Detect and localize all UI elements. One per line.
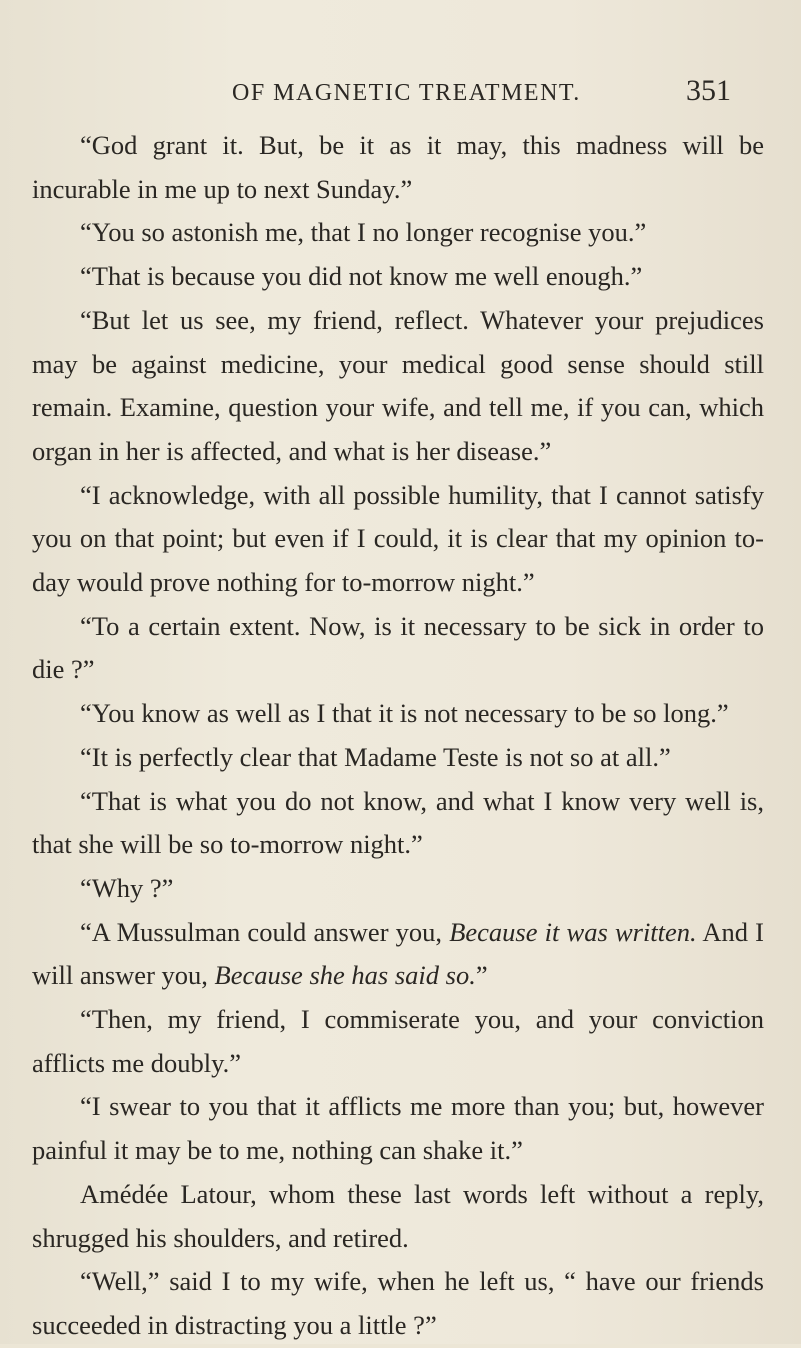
paragraph: “You so astonish me, that I no longer recognise you.” <box>80 217 647 248</box>
paragraph: “Well,” said I to my wife, when he left us, “ have our friends succeeded in distracting you a little ?” <box>32 1266 764 1340</box>
paragraph: “I swear to you that it afflicts me more than you; but, however painful it may be to me, nothing can shake it.” <box>32 1091 764 1166</box>
paragraph: “To a certain extent. Now, is it necessary to be sick in order to die ?” <box>32 610 764 685</box>
paragraph: “That is what you do not know, and what I know very well is, that she will be so to-morrow night.” <box>32 785 764 860</box>
paragraph: “That is because you did not know me well enough.” <box>80 261 643 292</box>
running-head <box>0 74 801 114</box>
paragraph: “It is perfectly clear that Madame Teste is not so at all.” <box>80 741 671 772</box>
running-title: OF MAGNETIC TREATMENT. <box>232 80 581 106</box>
paragraph: “I acknowledge, with all possible humility, that I cannot satisfy you on that point; but even if I could, it is clear that my opinion to-day would prove nothing for to-morrow night.” <box>32 479 764 598</box>
italic-phrase: Because it was written. <box>449 916 697 947</box>
italic-phrase: Because she has said so. <box>214 960 476 991</box>
paragraph: “Then, my friend, I commiserate you, and your conviction afflicts me doubly.” <box>32 1004 764 1078</box>
paragraph: “But let us see, my friend, reflect. Whatever your prejudices may be against medicine, your medical good sense should still remain. Examine, question your wife, and tell me, if you can, which organ in her is affected, and what is her disease.” <box>32 304 764 466</box>
paragraph-mussulman <box>32 911 764 998</box>
paragraph: Amédée Latour, whom these last words left without a reply, shrugged his shoulders, and retired. <box>32 1178 764 1253</box>
paragraph-text: “A Mussulman could answer you, <box>80 916 450 947</box>
paragraph-text: And I will answer you, <box>32 916 764 991</box>
paragraph: “God grant it. But, be it as it may, this madness will be incurable in me up to next Sunday.” <box>32 130 764 204</box>
page-number: 351 <box>686 74 731 107</box>
body-text <box>32 124 764 1348</box>
paragraph: “Why ?” <box>80 872 174 903</box>
paragraph: “You know as well as I that it is not necessary to be so long.” <box>80 698 729 729</box>
paragraph-text: ” <box>475 960 488 991</box>
